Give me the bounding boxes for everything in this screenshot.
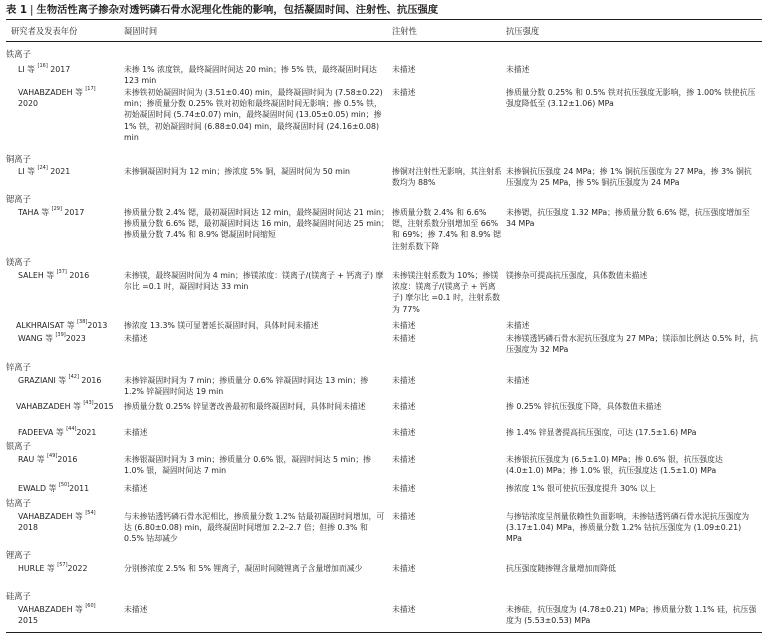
author-year-text: LI 等 (18, 167, 36, 176)
table-label: 表 1 (6, 4, 28, 16)
author-year-text: 2022 (67, 564, 88, 573)
row-strength-wang-2023: 未掺镁透钙磷石骨水泥抗压强度为 27 MPa；镁添加比例达 0.5% 时，抗压强度为 32 MPa (506, 334, 758, 355)
row-strength-taha-2017: 未掺锶，抗压强度 1.32 MPa；掺质量分数 6.6% 锶，抗压强度增加至 34 MPa (506, 208, 750, 229)
group-label-lithium: 锂离子 (6, 550, 31, 560)
citation-ref: [50] (58, 482, 70, 489)
group-label-copper: 铜离子 (6, 154, 31, 164)
row-strength-vahabzadeh-2018: 与掺钴浓度呈剂量依赖性负面影响，未掺钴透钙磷石骨水泥抗压强度为 (3.17±1.04) MPa，掺质量分数 1.2% 钴抗压强度为 (1.09±0.21) MPa (506, 512, 750, 544)
citation-ref: [60] (85, 603, 96, 610)
row-author-vahabzadeh-2015-silicon (18, 604, 124, 626)
author-year-text: 2015 (93, 402, 114, 411)
author-year-text: WANG 等 (18, 334, 53, 343)
column-header-compressive-strength: 抗压强度 (506, 26, 540, 36)
row-setting-ewald-2011: 未描述 (124, 484, 148, 493)
row-strength-fadeeva-2021: 掺 1.4% 锌显著提高抗压强度，可达 (17.5±1.6) MPa (506, 428, 697, 437)
author-year-text: 2016 (81, 376, 102, 385)
row-author-wang-2023 (18, 333, 124, 344)
row-injectability-wang-2023: 未描述 (392, 334, 416, 343)
row-setting-vahabzadeh-2018: 与未掺钴透钙磷石骨水泥相比，掺质量分数 1.2% 钴最初凝固时间增加，可达 (6.80±0.08) min，最终凝固时间增加 2.2–2.7 倍；但掺 0.3% 和 0.5% 钴却减少 (124, 512, 385, 544)
row-author-li-2021 (18, 166, 124, 177)
row-setting-saleh-2016: 未掺镁，最终凝固时间为 4 min；掺镁浓度：镁离子/(镁离子 + 钙离子) 摩尔比 =0.1 时，凝固时间达 33 min (124, 271, 384, 292)
table-title: 生物活性离子掺杂对透钙磷石骨水泥理化性能的影响，包括凝固时间、注射性、抗压强度 (36, 4, 439, 16)
group-label-iron: 铁离子 (6, 49, 31, 59)
row-injectability-rau-2016: 未描述 (392, 455, 416, 464)
row-setting-li-2017: 未掺 1% 浓度铁，最终凝固时间达 20 min；掺 5% 铁，最终凝固时间达 123 min (124, 65, 377, 86)
row-setting-rau-2016: 未掺银凝固时间为 3 min；掺质量分 0.6% 银，凝固时间达 5 min；掺 1.0% 银，凝固时间达 7 min (124, 455, 372, 476)
group-label-magnesium: 镁离子 (6, 257, 31, 267)
author-year-text: HURLE 等 (18, 564, 55, 573)
group-label-cobalt: 钴离子 (6, 498, 31, 508)
table-bottom-rule (6, 632, 762, 633)
row-setting-alkhraisat-2013: 掺浓度 13.3% 镁可显著延长凝固时间，具体时间未描述 (124, 321, 319, 330)
row-author-li-2017 (18, 64, 124, 75)
author-year-text: 2018 (18, 523, 38, 533)
citation-ref: [54] (85, 510, 96, 517)
row-setting-li-2021: 未掺铜凝固时间为 12 min；掺浓度 5% 铜，凝固时间为 50 min (124, 167, 350, 176)
author-year-text: 2016 (69, 271, 90, 280)
row-author-saleh-2016 (18, 270, 124, 281)
row-setting-hurle-2022: 分别掺浓度 2.5% 和 5% 锂离子，凝固时间随锂离子含量增加而减少 (124, 564, 363, 573)
citation-ref: [24] (37, 165, 48, 172)
row-author-ewald-2011 (18, 483, 124, 494)
row-injectability-ewald-2011: 未描述 (392, 484, 416, 493)
row-injectability-vahabzadeh-2020: 未描述 (392, 88, 416, 97)
author-year-text: VAHABZADEH 等 (18, 88, 83, 97)
row-setting-wang-2023: 未描述 (124, 334, 148, 343)
row-injectability-alkhraisat-2013: 未描述 (392, 321, 416, 330)
row-strength-li-2017: 未描述 (506, 65, 530, 74)
author-year-text: RAU 等 (18, 455, 45, 464)
author-year-text: 2016 (57, 455, 78, 464)
row-strength-li-2021: 未掺铜抗压强度 24 MPa；掺 1% 铜抗压强度为 27 MPa，掺 3% 铜抗压强度为 25 MPa，掺 5% 铜抗压强度为 24 MPa (506, 167, 752, 188)
row-setting-vahabzadeh-2015-silicon: 未描述 (124, 605, 148, 614)
row-author-taha-2017 (18, 207, 124, 218)
row-strength-vahabzadeh-2015-silicon: 未掺硅，抗压强度为 (4.78±0.21) MPa；掺质量分数 1.1% 硅，抗压强度为 (5.53±0.53) MPa (506, 605, 757, 626)
row-author-fadeeva-2021 (18, 427, 124, 438)
column-header-setting-time: 凝固时间 (124, 26, 158, 36)
column-header-author: 研究者及发表年份 (11, 26, 78, 36)
header-bottom-rule (6, 41, 762, 42)
row-injectability-taha-2017: 掺质量分数 2.4% 和 6.6% 锶，注射系数分别增加至 66% 和 69%；掺 7.4% 和 8.9% 锶注射系数下降 (392, 208, 501, 251)
row-author-vahabzadeh-2015-zinc (16, 401, 128, 412)
citation-ref: [44] (66, 426, 77, 433)
author-year-text: 2017 (50, 65, 71, 74)
row-setting-vahabzadeh-2020: 未掺铁初始凝固时间为 (3.51±0.40) min，最终凝固时间为 (7.58±0.22) min；掺质量分数 0.25% 铁对初始和最终凝固时间无影响；掺 0.5% 铁，初始凝固时间 (5.74±0.07) min，最终凝固时间 (13.05±0.05) min；掺 1% 铁，初始凝固时间 (6.88±0.04) min，最终凝固时间 (24.16±0.08) min (124, 88, 383, 142)
author-year-text: TAHA 等 (18, 208, 50, 217)
group-label-silver: 银离子 (6, 441, 31, 451)
row-injectability-graziani-2016: 未描述 (392, 376, 416, 385)
row-injectability-vahabzadeh-2015-silicon: 未描述 (392, 605, 416, 614)
citation-ref: [49] (47, 453, 58, 460)
author-year-text: 2015 (18, 616, 38, 626)
table-caption (6, 3, 764, 17)
author-year-text: SALEH 等 (18, 271, 55, 280)
row-strength-vahabzadeh-2015-zinc: 掺 0.25% 锌抗压强度下降，具体数值未描述 (506, 402, 662, 411)
row-injectability-vahabzadeh-2015-zinc: 未描述 (392, 402, 416, 411)
row-strength-vahabzadeh-2020: 掺质量分数 0.25% 和 0.5% 铁对抗压强度无影响，掺 1.00% 铁使抗压强度降低至 (3.12±1.06) MPa (506, 88, 756, 109)
author-year-text: VAHABZADEH 等 (18, 605, 83, 614)
author-year-text: FADEEVA 等 (18, 428, 64, 437)
row-author-vahabzadeh-2020 (18, 87, 124, 109)
author-year-text: EWALD 等 (18, 484, 57, 493)
row-strength-alkhraisat-2013: 未描述 (506, 321, 530, 330)
citation-ref: [57] (57, 562, 68, 569)
author-year-text: 2021 (76, 428, 97, 437)
row-author-vahabzadeh-2018 (18, 511, 124, 533)
author-year-text: 2011 (69, 484, 90, 493)
row-strength-rau-2016: 未掺银抗压强度为 (6.5±1.0) MPa；掺 0.6% 银，抗压强度达 (4.0±1.0) MPa；掺 1.0% 银，抗压强度达 (1.5±1.0) MPa (506, 455, 723, 476)
author-year-text: ALKHRAISAT 等 (16, 321, 75, 330)
citation-ref: [16] (37, 63, 48, 70)
caption-separator: | (30, 4, 34, 16)
author-year-text: VAHABZADEH 等 (18, 512, 83, 521)
column-header-injectability: 注射性 (392, 26, 417, 36)
row-injectability-fadeeva-2021: 未描述 (392, 428, 416, 437)
row-injectability-saleh-2016: 未掺镁注射系数为 10%；掺镁浓度：镁离子/(镁离子 + 钙离子) 摩尔比 =0.1 时，注射系数为 77% (392, 271, 501, 314)
author-year-text: 2021 (50, 167, 71, 176)
citation-ref: [39] (55, 332, 66, 339)
citation-ref: [43] (83, 400, 94, 407)
row-setting-fadeeva-2021: 未描述 (124, 428, 148, 437)
citation-ref: [17] (85, 86, 96, 93)
citation-ref: [29] (51, 206, 62, 213)
author-year-text: 2013 (87, 321, 108, 330)
row-injectability-li-2021: 掺铜对注射性无影响，其注射系数均为 88% (392, 167, 502, 188)
table-top-rule (6, 19, 762, 20)
row-injectability-hurle-2022: 未描述 (392, 564, 416, 573)
citation-ref: [37] (56, 269, 67, 276)
row-injectability-vahabzadeh-2018: 未描述 (392, 512, 416, 521)
group-label-strontium: 锶离子 (6, 194, 31, 204)
row-injectability-li-2017: 未描述 (392, 65, 416, 74)
citation-ref: [42] (68, 374, 79, 381)
group-label-silicon: 硅离子 (6, 591, 31, 601)
row-strength-graziani-2016: 未描述 (506, 376, 530, 385)
row-strength-ewald-2011: 掺浓度 1% 银可使抗压强度提升 30% 以上 (506, 484, 656, 493)
author-year-text: VAHABZADEH 等 (16, 402, 81, 411)
row-strength-hurle-2022: 抗压强度随掺锂含量增加而降低 (506, 564, 616, 573)
row-author-rau-2016 (18, 454, 124, 465)
author-year-text: 2017 (64, 208, 85, 217)
row-setting-vahabzadeh-2015-zinc: 掺质量分数 0.25% 锌显著改善最初和最终凝固时间，具体时间未描述 (124, 402, 366, 411)
row-author-hurle-2022 (18, 563, 124, 574)
author-year-text: 2020 (18, 99, 38, 109)
row-author-alkhraisat-2013 (16, 320, 128, 331)
author-year-text: 2023 (65, 334, 86, 343)
row-strength-saleh-2016: 镁掺杂可提高抗压强度，具体数值未描述 (506, 271, 648, 280)
group-label-zinc: 锌离子 (6, 362, 31, 372)
author-year-text: GRAZIANI 等 (18, 376, 67, 385)
row-setting-taha-2017: 掺质量分数 2.4% 锶，最初凝固时间达 12 min，最终凝固时间达 21 min；掺质量分数 6.6% 锶，最初凝固时间达 16 min，最终凝固时间达 25 min；掺质量分数 7.4% 和 8.9% 锶凝固时间缩短 (124, 208, 389, 240)
row-author-graziani-2016 (18, 375, 124, 386)
citation-ref: [38] (77, 319, 88, 326)
author-year-text: LI 等 (18, 65, 36, 74)
row-setting-graziani-2016: 未掺锌凝固时间为 7 min；掺质量分 0.6% 锌凝固时间达 13 min；掺 1.2% 锌凝固时间达 19 min (124, 376, 369, 397)
